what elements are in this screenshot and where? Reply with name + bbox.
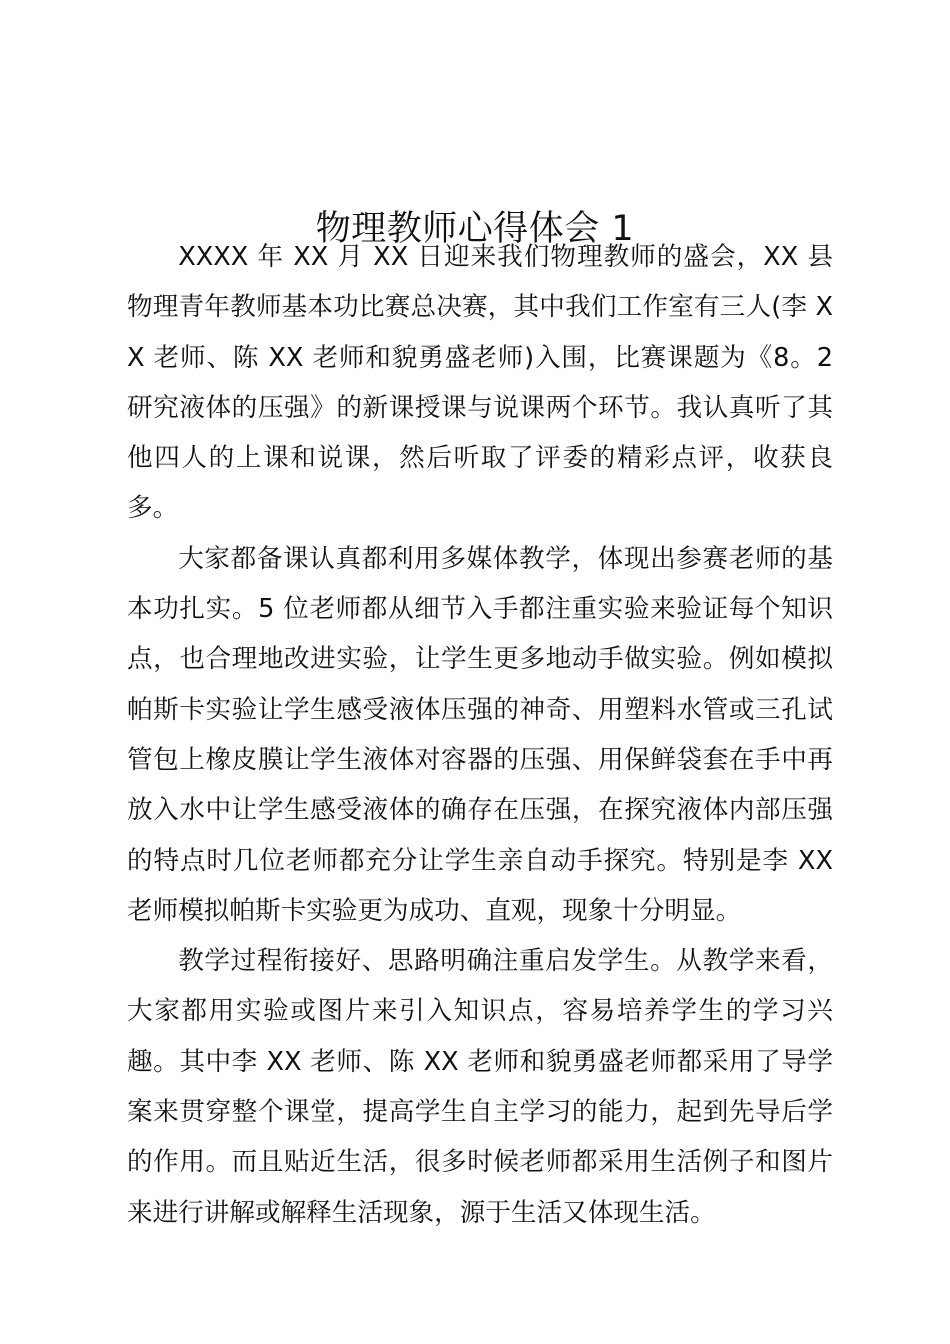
paragraph-2: 大家都备课认真都利用多媒体教学，体现出参赛老师的基本功扎实。5 位老师都从细节入手都注重实验来验证每个知识点，也合理地改进实验，让学生更多地动手做实验。例如模拟帕斯卡实验让学生感受液体压强的神奇、用塑料水管或三孔试管包上橡皮膜让学生液体对容器的压强、用保鲜袋套在手中再放入水中让学生感受液体的确存在压强，在探究液体内部压强的特点时几位老师都充分让学生亲自动手探究。特别是李 XX 老师模拟帕斯卡实验更为成功、直观，现象十分明显。: [127, 543, 833, 926]
document-body: [127, 232, 833, 1238]
document-title: 物理教师心得体会 1: [315, 209, 635, 250]
paragraph-3: 教学过程衔接好、思路明确注重启发学生。从教学来看，大家都用实验或图片来引入知识点，容易培养学生的学习兴趣。其中李 XX 老师、陈 XX 老师和貌勇盛老师都采用了导学案来贯穿整个课堂，提高学生自主学习的能力，起到先导后学的作用。而且贴近生活，很多时候老师都采用生活例子和图片来进行讲解或解释生活现象，源于生活又体现生活。: [127, 946, 833, 1228]
paragraph-1: XXXX 年 XX 月 XX 日迎来我们物理教师的盛会，XX 县物理青年教师基本功比赛总决赛，其中我们工作室有三人(李 XX 老师、陈 XX 老师和貌勇盛老师)入围，比赛课题为《8。2 研究液体的压强》的新课授课与说课两个环节。我认真听了其他四人的上课和说课，然后听取了评委的精彩点评，收获良多。: [127, 242, 833, 524]
